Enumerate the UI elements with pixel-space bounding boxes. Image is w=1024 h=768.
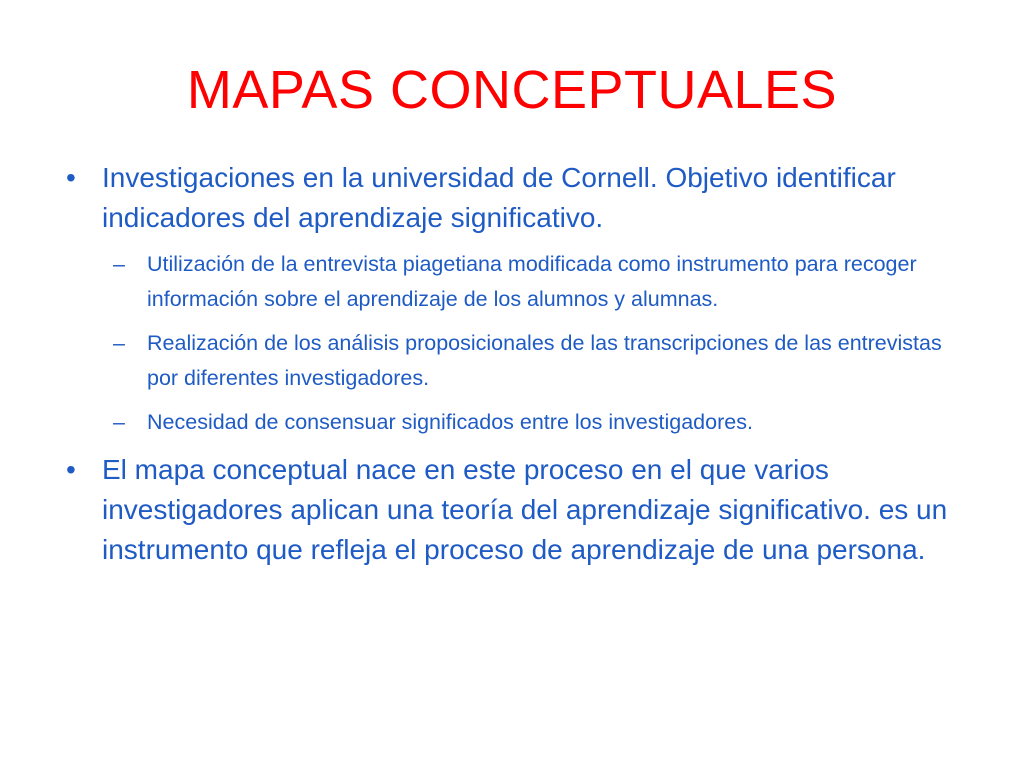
bullet-item: [0, 450, 962, 570]
bullet-text: Investigaciones en la universidad de Cornell. Objetivo identificar indicadores del aprendizaje significativo.: [102, 162, 896, 233]
sub-bullet-item: [0, 247, 969, 317]
slide-title: MAPAS CONCEPTUALES: [186, 60, 838, 120]
slide-body: [0, 158, 1024, 570]
bullet-marker: •: [66, 162, 76, 193]
sub-bullet-item: [0, 326, 969, 396]
sub-bullet-marker: –: [113, 331, 125, 355]
sub-bullet-text: Realización de los análisis proposicionales de las transcripciones de las entrevistas por diferentes investigadores.: [147, 331, 942, 390]
sub-bullet-text: Necesidad de consensuar significados entre los investigadores.: [147, 410, 753, 434]
bullet-item: [0, 158, 962, 238]
sub-bullet-item: [0, 405, 969, 440]
sub-bullet-text: Utilización de la entrevista piagetiana modificada como instrumento para recoger información sobre el aprendizaje de los alumnos y alumnas.: [147, 252, 917, 311]
sub-bullet-marker: –: [113, 410, 125, 434]
bullet-text: El mapa conceptual nace en este proceso en el que varios investigadores aplican una teoría del aprendizaje significativo. es un instrumento que refleja el proceso de aprendizaje de una persona.: [102, 454, 948, 565]
sub-bullet-marker: –: [113, 252, 125, 276]
bullet-marker: •: [66, 454, 76, 485]
